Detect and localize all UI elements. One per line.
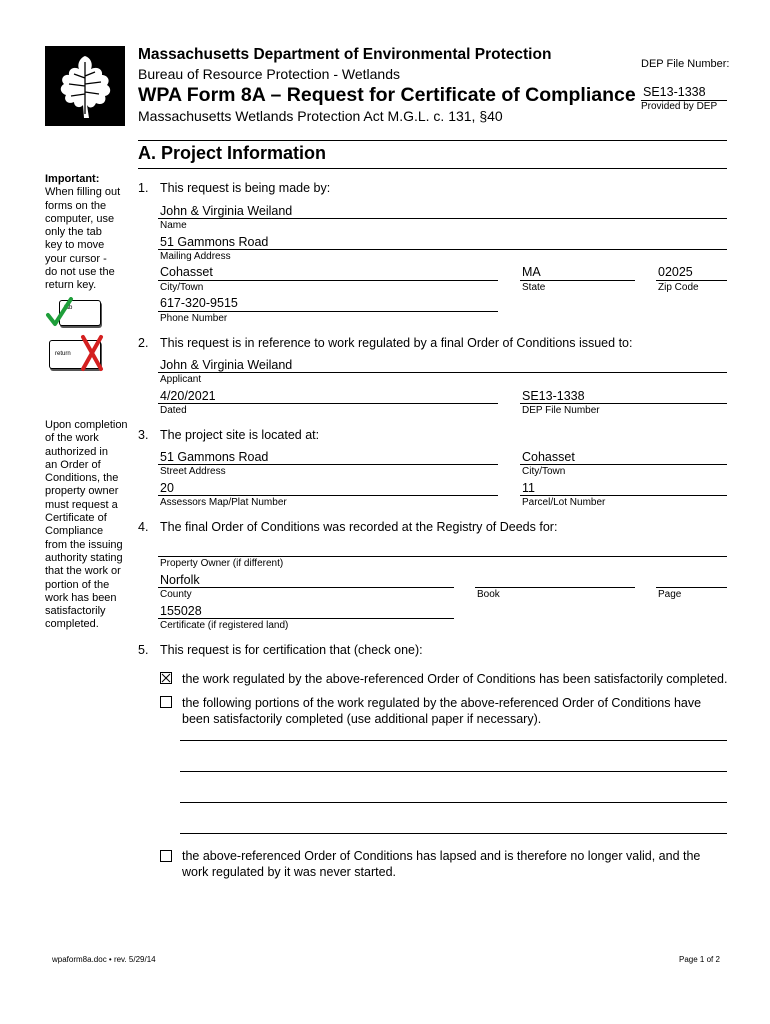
completion-line: authorized in: [45, 445, 108, 458]
parcel-number-label: Parcel/Lot Number: [522, 497, 606, 508]
book-label: Book: [477, 589, 500, 600]
applicant-field[interactable]: John & Virginia Weiland: [160, 358, 293, 372]
option-lapsed-checkbox[interactable]: [160, 850, 172, 862]
partial-detail-line-1[interactable]: [180, 740, 727, 741]
field-underline: [158, 618, 454, 619]
requester-zip-label: Zip Code: [658, 282, 699, 293]
important-line: your cursor -: [45, 252, 107, 265]
requester-city-field[interactable]: Cohasset: [160, 265, 213, 279]
tab-key-label: tab: [64, 305, 73, 311]
page-field[interactable]: [656, 573, 727, 587]
q3-text: The project site is located at:: [160, 428, 320, 442]
dep-file-label: DEP File Number:: [641, 58, 730, 70]
field-underline: [656, 280, 727, 281]
footer-doc-rev: wpaform8a.doc • rev. 5/29/14: [52, 955, 156, 964]
requester-zip-field[interactable]: 02025: [658, 265, 693, 279]
tab-key-graphic: [45, 297, 105, 329]
q5-number: 5.: [138, 643, 149, 657]
important-line: When filling out: [45, 186, 121, 199]
header-divider: [138, 140, 727, 141]
field-underline: [520, 464, 727, 465]
requester-name-field[interactable]: John & Virginia Weiland: [160, 204, 293, 218]
q3-number: 3.: [138, 428, 149, 442]
completion-line: Upon completion: [45, 419, 128, 431]
site-city-field[interactable]: Cohasset: [522, 450, 575, 464]
site-city-label: City/Town: [522, 466, 566, 477]
partial-detail-line-4[interactable]: [180, 833, 727, 834]
option-completed-checkbox[interactable]: [160, 672, 172, 684]
act-reference: Massachusetts Wetlands Protection Act M.G.L. c. 131, §40: [138, 108, 503, 124]
field-underline: [158, 218, 727, 219]
return-key-graphic: [45, 333, 110, 375]
field-underline: [158, 587, 454, 588]
map-number-label: Assessors Map/Plat Number: [160, 497, 287, 508]
bureau-name: Bureau of Resource Protection - Wetlands: [138, 66, 400, 82]
q4-number: 4.: [138, 520, 149, 534]
section-title: A. Project Information: [138, 143, 327, 163]
option-partial-checkbox[interactable]: [160, 696, 172, 708]
option-lapsed-text-line2: work regulated by it was never started.: [182, 865, 396, 879]
field-underline: [158, 495, 498, 496]
checkbox-x-icon: [161, 673, 171, 683]
completion-line: completed.: [45, 618, 99, 631]
completion-line: that the work or: [45, 565, 121, 578]
completion-line: work has been: [45, 591, 117, 604]
completion-line: property owner: [45, 485, 119, 498]
completion-line: satisfactorily: [45, 605, 106, 618]
q4-text: The final Order of Conditions was recorded at the Registry of Deeds for:: [160, 520, 558, 534]
partial-detail-line-2[interactable]: [180, 771, 727, 772]
completion-line: must request a: [45, 498, 118, 511]
field-underline: [520, 495, 727, 496]
completion-note: [45, 419, 137, 632]
site-street-label: Street Address: [160, 466, 226, 477]
partial-detail-line-3[interactable]: [180, 802, 727, 803]
field-underline: [656, 587, 727, 588]
important-line: key to move: [45, 239, 105, 252]
important-line: only the tab: [45, 226, 102, 239]
important-note: [45, 173, 130, 293]
green-checkmark-icon: [45, 297, 75, 329]
footer-page-number: Page 1 of 2: [679, 955, 720, 964]
page-label: Page: [658, 589, 682, 600]
requester-state-label: State: [522, 282, 546, 293]
dep-file-value[interactable]: SE13-1338: [643, 85, 706, 99]
option-partial-text-line1: the following portions of the work regulated by the above-referenced Order of Conditions have: [182, 696, 702, 710]
applicant-label: Applicant: [160, 374, 202, 385]
option-lapsed-text-line1: the above-referenced Order of Conditions has lapsed and is therefore no longer valid, and the: [182, 849, 701, 863]
important-title: Important:: [45, 173, 100, 185]
dated-field[interactable]: 4/20/2021: [160, 389, 216, 403]
section-divider: [138, 168, 727, 169]
field-underline: [158, 311, 498, 312]
property-owner-label: Property Owner (if different): [160, 558, 284, 569]
field-underline: [158, 372, 727, 373]
field-underline: [520, 280, 635, 281]
completion-line: from the issuing: [45, 538, 123, 551]
field-underline: [158, 280, 498, 281]
important-line: forms on the: [45, 199, 107, 212]
completion-line: authority stating: [45, 551, 123, 564]
field-underline: [158, 556, 727, 557]
agency-name: Massachusetts Department of Environmental Protection: [138, 46, 552, 63]
certificate-label: Certificate (if registered land): [160, 620, 289, 631]
county-label: County: [160, 589, 192, 600]
property-owner-field[interactable]: [158, 541, 727, 555]
field-underline: [158, 464, 498, 465]
important-line: return key.: [45, 279, 97, 292]
book-field[interactable]: [475, 573, 635, 587]
phone-field[interactable]: 617-320-9515: [160, 296, 238, 310]
red-x-icon: [77, 333, 107, 373]
completion-line: Compliance: [45, 525, 104, 538]
order-file-number-label: DEP File Number: [522, 405, 600, 416]
map-number-field[interactable]: 20: [160, 481, 174, 495]
important-line: computer, use: [45, 212, 115, 225]
parcel-number-field[interactable]: 11: [522, 481, 535, 495]
completion-line: portion of the: [45, 578, 110, 591]
county-field[interactable]: Norfolk: [160, 573, 200, 587]
phone-label: Phone Number: [160, 313, 228, 324]
q5-text: This request is for certification that (check one):: [160, 643, 423, 657]
q2-number: 2.: [138, 336, 149, 350]
completion-line: Certificate of: [45, 512, 107, 525]
mailing-address-label: Mailing Address: [160, 251, 231, 262]
mailing-address-field[interactable]: 51 Gammons Road: [160, 235, 269, 249]
requester-state-field[interactable]: MA: [522, 265, 541, 279]
field-underline: [158, 249, 727, 250]
provided-by-dep: Provided by DEP: [641, 101, 718, 112]
requester-name-label: Name: [160, 220, 187, 231]
field-underline: [520, 403, 727, 404]
site-street-field[interactable]: 51 Gammons Road: [160, 450, 269, 464]
field-underline: [158, 403, 498, 404]
completion-line: Conditions, the: [45, 472, 119, 485]
field-underline: [475, 587, 635, 588]
q1-number: 1.: [138, 181, 149, 195]
option-partial-text-line2: been satisfactorily completed (use additional paper if necessary).: [182, 712, 542, 726]
requester-city-label: City/Town: [160, 282, 204, 293]
order-file-number-field[interactable]: SE13-1338: [522, 389, 585, 403]
oak-leaf-icon: [47, 48, 123, 124]
important-line: do not use the: [45, 266, 115, 279]
q1-text: This request is being made by:: [160, 181, 331, 195]
form-title: WPA Form 8A – Request for Certificate of Compliance: [138, 84, 636, 106]
certificate-field[interactable]: 155028: [160, 604, 202, 618]
q2-text: This request is in reference to work regulated by a final Order of Conditions issued to:: [160, 336, 633, 350]
completion-line: of the work: [45, 432, 99, 445]
option-completed-text: the work regulated by the above-referenced Order of Conditions has been satisfactorily completed.: [182, 672, 728, 686]
dep-logo: [45, 46, 125, 126]
completion-line: an Order of: [45, 458, 101, 471]
return-key-label: return: [55, 351, 71, 357]
dated-label: Dated: [160, 405, 187, 416]
